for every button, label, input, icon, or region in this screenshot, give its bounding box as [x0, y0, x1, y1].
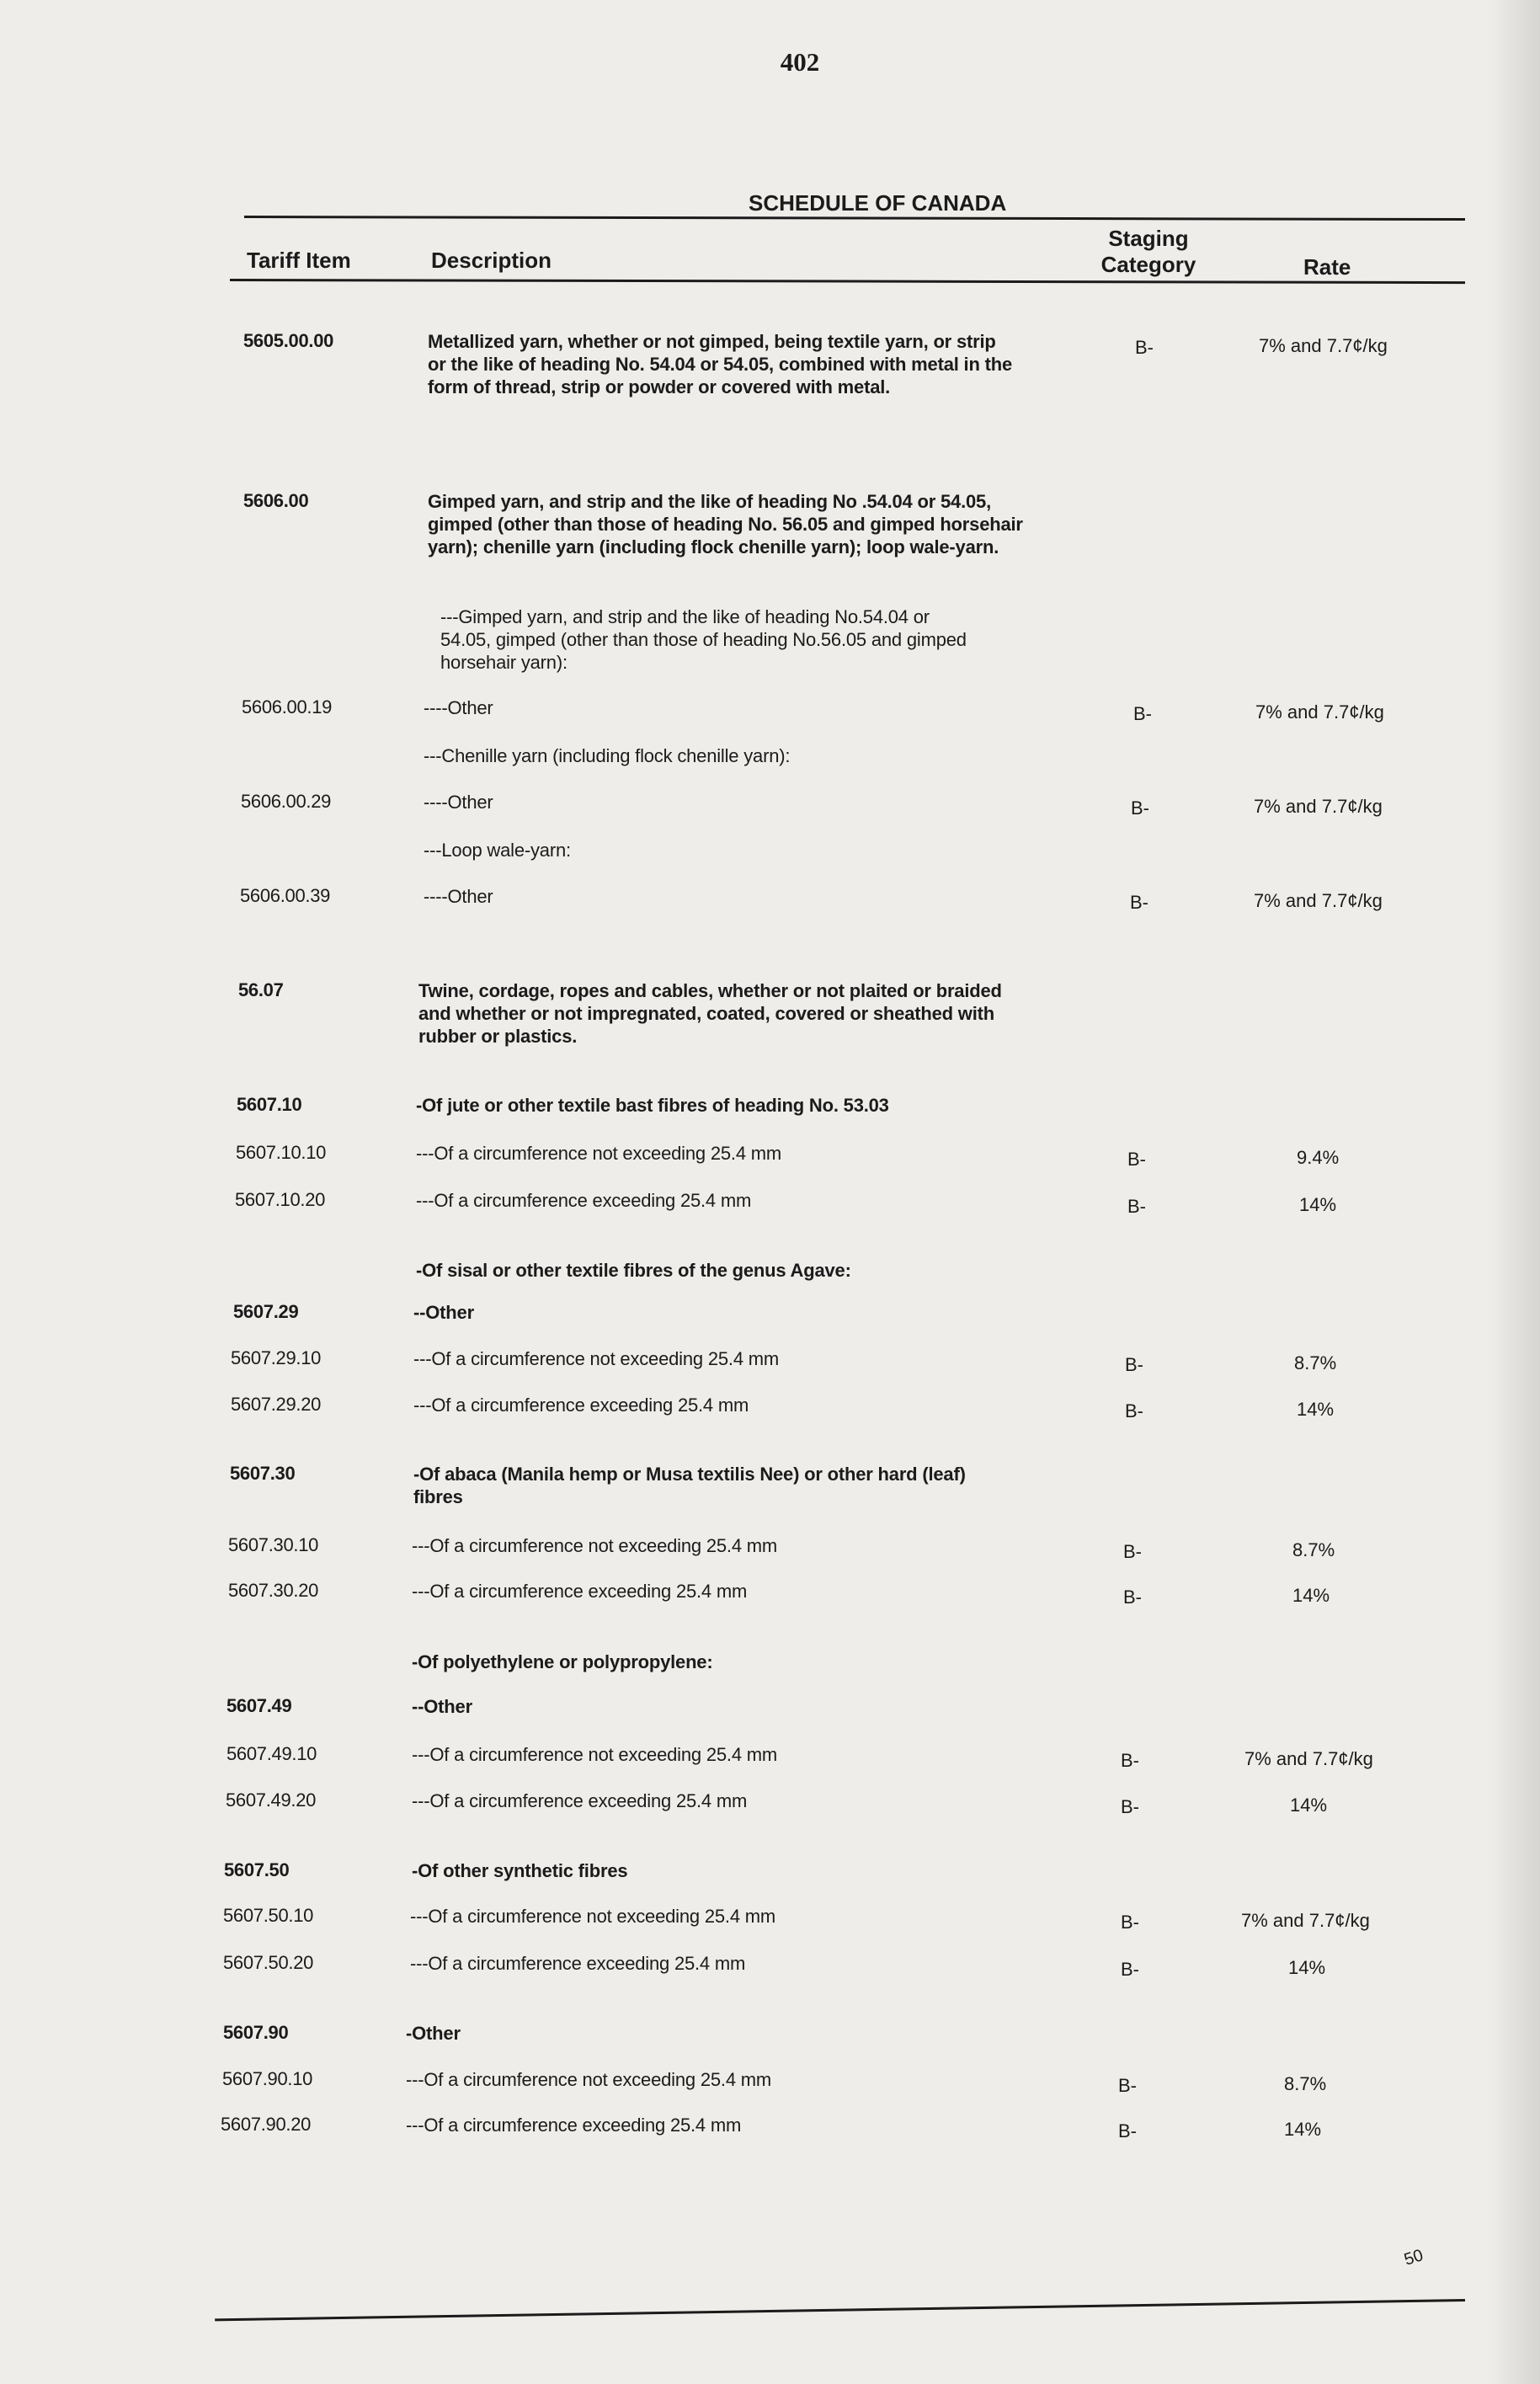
description-cell: ---Chenille yarn (including flock chenille yarn):	[424, 745, 791, 766]
rate-cell: 14%	[1290, 1795, 1328, 1816]
description-cell: ---Loop wale-yarn:	[424, 840, 571, 861]
tariff-item-cell: 5607.10.20	[235, 1189, 326, 1210]
description-cell: -Of polyethylene or polypropylene:	[412, 1651, 713, 1672]
description-cell: ---Of a circumference not exceeding 25.4 mm	[412, 1744, 778, 1765]
staging-category-cell: B-	[1127, 1196, 1146, 1217]
description-cell: ---Of a circumference not exceeding 25.4 mm	[410, 1906, 776, 1927]
bottom-rule	[215, 2299, 1465, 2321]
tariff-item-cell: 5607.90	[223, 2022, 289, 2043]
staging-category-cell: B-	[1121, 1912, 1139, 1933]
description-cell: -Of abaca (Manila hemp or Musa textilis Nee) or other hard (leaf) fibres	[413, 1464, 966, 1507]
staging-category-cell: B-	[1123, 1541, 1142, 1562]
header-rate: Rate	[1303, 254, 1351, 280]
rate-cell: 8.7%	[1292, 1539, 1335, 1560]
staging-category-cell: B-	[1125, 1400, 1143, 1421]
description-cell: -Other	[406, 2023, 461, 2044]
header-description: Description	[431, 248, 552, 273]
tariff-item-cell: 5607.10	[237, 1094, 302, 1115]
tariff-item-cell: 5607.49.10	[226, 1743, 317, 1764]
page-edge-shadow	[1489, 0, 1540, 2384]
tariff-item-cell: 5607.30	[230, 1463, 296, 1484]
tariff-item-cell: 5607.50.10	[223, 1905, 314, 1926]
tariff-item-cell: 5607.90.10	[222, 2068, 313, 2089]
staging-category-cell: B-	[1125, 1354, 1143, 1375]
description-cell: -Of other synthetic fibres	[412, 1860, 628, 1881]
description-cell: ---Of a circumference exceeding 25.4 mm	[412, 1790, 748, 1811]
staging-category-cell: B-	[1131, 797, 1149, 819]
description-cell: ----Other	[424, 697, 493, 718]
staging-category-cell: B-	[1123, 1587, 1142, 1608]
description-cell: ---Of a circumference exceeding 25.4 mm	[416, 1190, 752, 1211]
rate-cell: 7% and 7.7¢/kg	[1241, 1910, 1370, 1931]
description-cell: -Of jute or other textile bast fibres of heading No. 53.03	[416, 1095, 889, 1116]
description-cell: --Other	[413, 1302, 474, 1323]
description-cell: ----Other	[424, 792, 493, 813]
description-cell: ---Of a circumference not exceeding 25.4 mm	[416, 1143, 782, 1164]
description-cell: ---Of a circumference exceeding 25.4 mm	[412, 1581, 748, 1602]
staging-category-cell: B-	[1121, 1750, 1139, 1771]
description-cell: ----Other	[424, 886, 493, 907]
schedule-title: SCHEDULE OF CANADA	[749, 190, 1007, 216]
description-cell: Gimped yarn, and strip and the like of heading No .54.04 or 54.05, gimped (other than those of heading No. 56.05 and gimped horsehair yarn); chenille yarn (including flock chenille yarn); loop wale-yarn.	[428, 491, 1023, 557]
tariff-item-cell: 5607.90.20	[221, 2114, 312, 2135]
staging-category-cell: B-	[1118, 2075, 1137, 2096]
rate-cell: 7% and 7.7¢/kg	[1254, 796, 1383, 817]
rate-cell: 9.4%	[1297, 1147, 1340, 1168]
tariff-item-cell: 5607.49	[226, 1695, 292, 1716]
rate-cell: 14%	[1292, 1585, 1330, 1606]
tariff-item-cell: 5607.30.20	[228, 1580, 319, 1601]
description-cell: ---Of a circumference exceeding 25.4 mm	[410, 1953, 746, 1974]
tariff-item-cell: 5606.00.19	[242, 696, 333, 717]
staging-category-cell: B-	[1127, 1149, 1146, 1170]
tariff-item-cell: 5607.29.10	[231, 1347, 322, 1368]
description-cell: --Other	[412, 1696, 472, 1717]
tariff-item-cell: 5607.29	[233, 1301, 299, 1322]
staging-category-cell: B-	[1135, 337, 1154, 358]
rate-cell: 7% and 7.7¢/kg	[1254, 890, 1383, 911]
staging-category-cell: B-	[1118, 2120, 1137, 2141]
rate-cell: 14%	[1284, 2119, 1322, 2140]
tariff-item-cell: 5607.29.20	[231, 1394, 322, 1415]
description-cell: -Of sisal or other textile fibres of the genus Agave:	[416, 1260, 851, 1281]
footer-page-number: 50	[1401, 2246, 1425, 2269]
description-cell: ---Of a circumference not exceeding 25.4 mm	[412, 1535, 778, 1556]
description-cell: ---Of a circumference exceeding 25.4 mm	[406, 2115, 742, 2136]
rate-cell: 8.7%	[1284, 2073, 1327, 2094]
rate-cell: 14%	[1299, 1194, 1337, 1215]
tariff-item-cell: 5606.00	[243, 490, 309, 511]
tariff-item-cell: 5605.00.00	[243, 330, 334, 351]
header-tariff-item: Tariff Item	[247, 248, 351, 273]
header-staging-category: Staging Category	[1100, 226, 1196, 277]
rate-cell: 14%	[1288, 1957, 1326, 1978]
page-number: 402	[780, 47, 820, 77]
rate-cell: 7% and 7.7¢/kg	[1259, 335, 1388, 356]
staging-category-cell: B-	[1121, 1796, 1139, 1817]
description-cell: Twine, cordage, ropes and cables, whether or not plaited or braided and whether or not impregnated, coated, covered or sheathed with rubber or plastics.	[418, 980, 1002, 1047]
rate-cell: 7% and 7.7¢/kg	[1255, 701, 1384, 723]
tariff-item-cell: 5606.00.39	[240, 885, 331, 906]
tariff-item-cell: 5607.50.20	[223, 1952, 314, 1973]
description-cell: ---Of a circumference not exceeding 25.4 mm	[413, 1348, 780, 1369]
tariff-item-cell: 5607.10.10	[236, 1142, 327, 1163]
description-cell: ---Of a circumference not exceeding 25.4 mm	[406, 2069, 772, 2090]
description-cell: ---Gimped yarn, and strip and the like of heading No.54.04 or 54.05, gimped (other than those of heading No.56.05 and gimped horsehair yarn):	[440, 606, 967, 673]
staging-category-cell: B-	[1130, 892, 1148, 913]
description-cell: ---Of a circumference exceeding 25.4 mm	[413, 1395, 749, 1416]
tariff-item-cell: 56.07	[238, 979, 284, 1000]
tariff-item-cell: 5607.30.10	[228, 1534, 319, 1555]
top-rule	[244, 216, 1465, 221]
rate-cell: 7% and 7.7¢/kg	[1244, 1748, 1373, 1769]
staging-category-cell: B-	[1121, 1959, 1139, 1980]
staging-category-cell: B-	[1133, 703, 1152, 724]
tariff-item-cell: 5607.49.20	[226, 1789, 317, 1811]
tariff-item-cell: 5607.50	[224, 1859, 290, 1880]
header-rule	[230, 279, 1465, 284]
tariff-item-cell: 5606.00.29	[241, 791, 332, 812]
description-cell: Metallized yarn, whether or not gimped, being textile yarn, or strip or the like of heading No. 54.04 or 54.05, combined with metal in the form of thread, strip or powder or covered with metal.	[428, 331, 1013, 397]
rate-cell: 8.7%	[1294, 1352, 1337, 1373]
rate-cell: 14%	[1297, 1399, 1335, 1420]
